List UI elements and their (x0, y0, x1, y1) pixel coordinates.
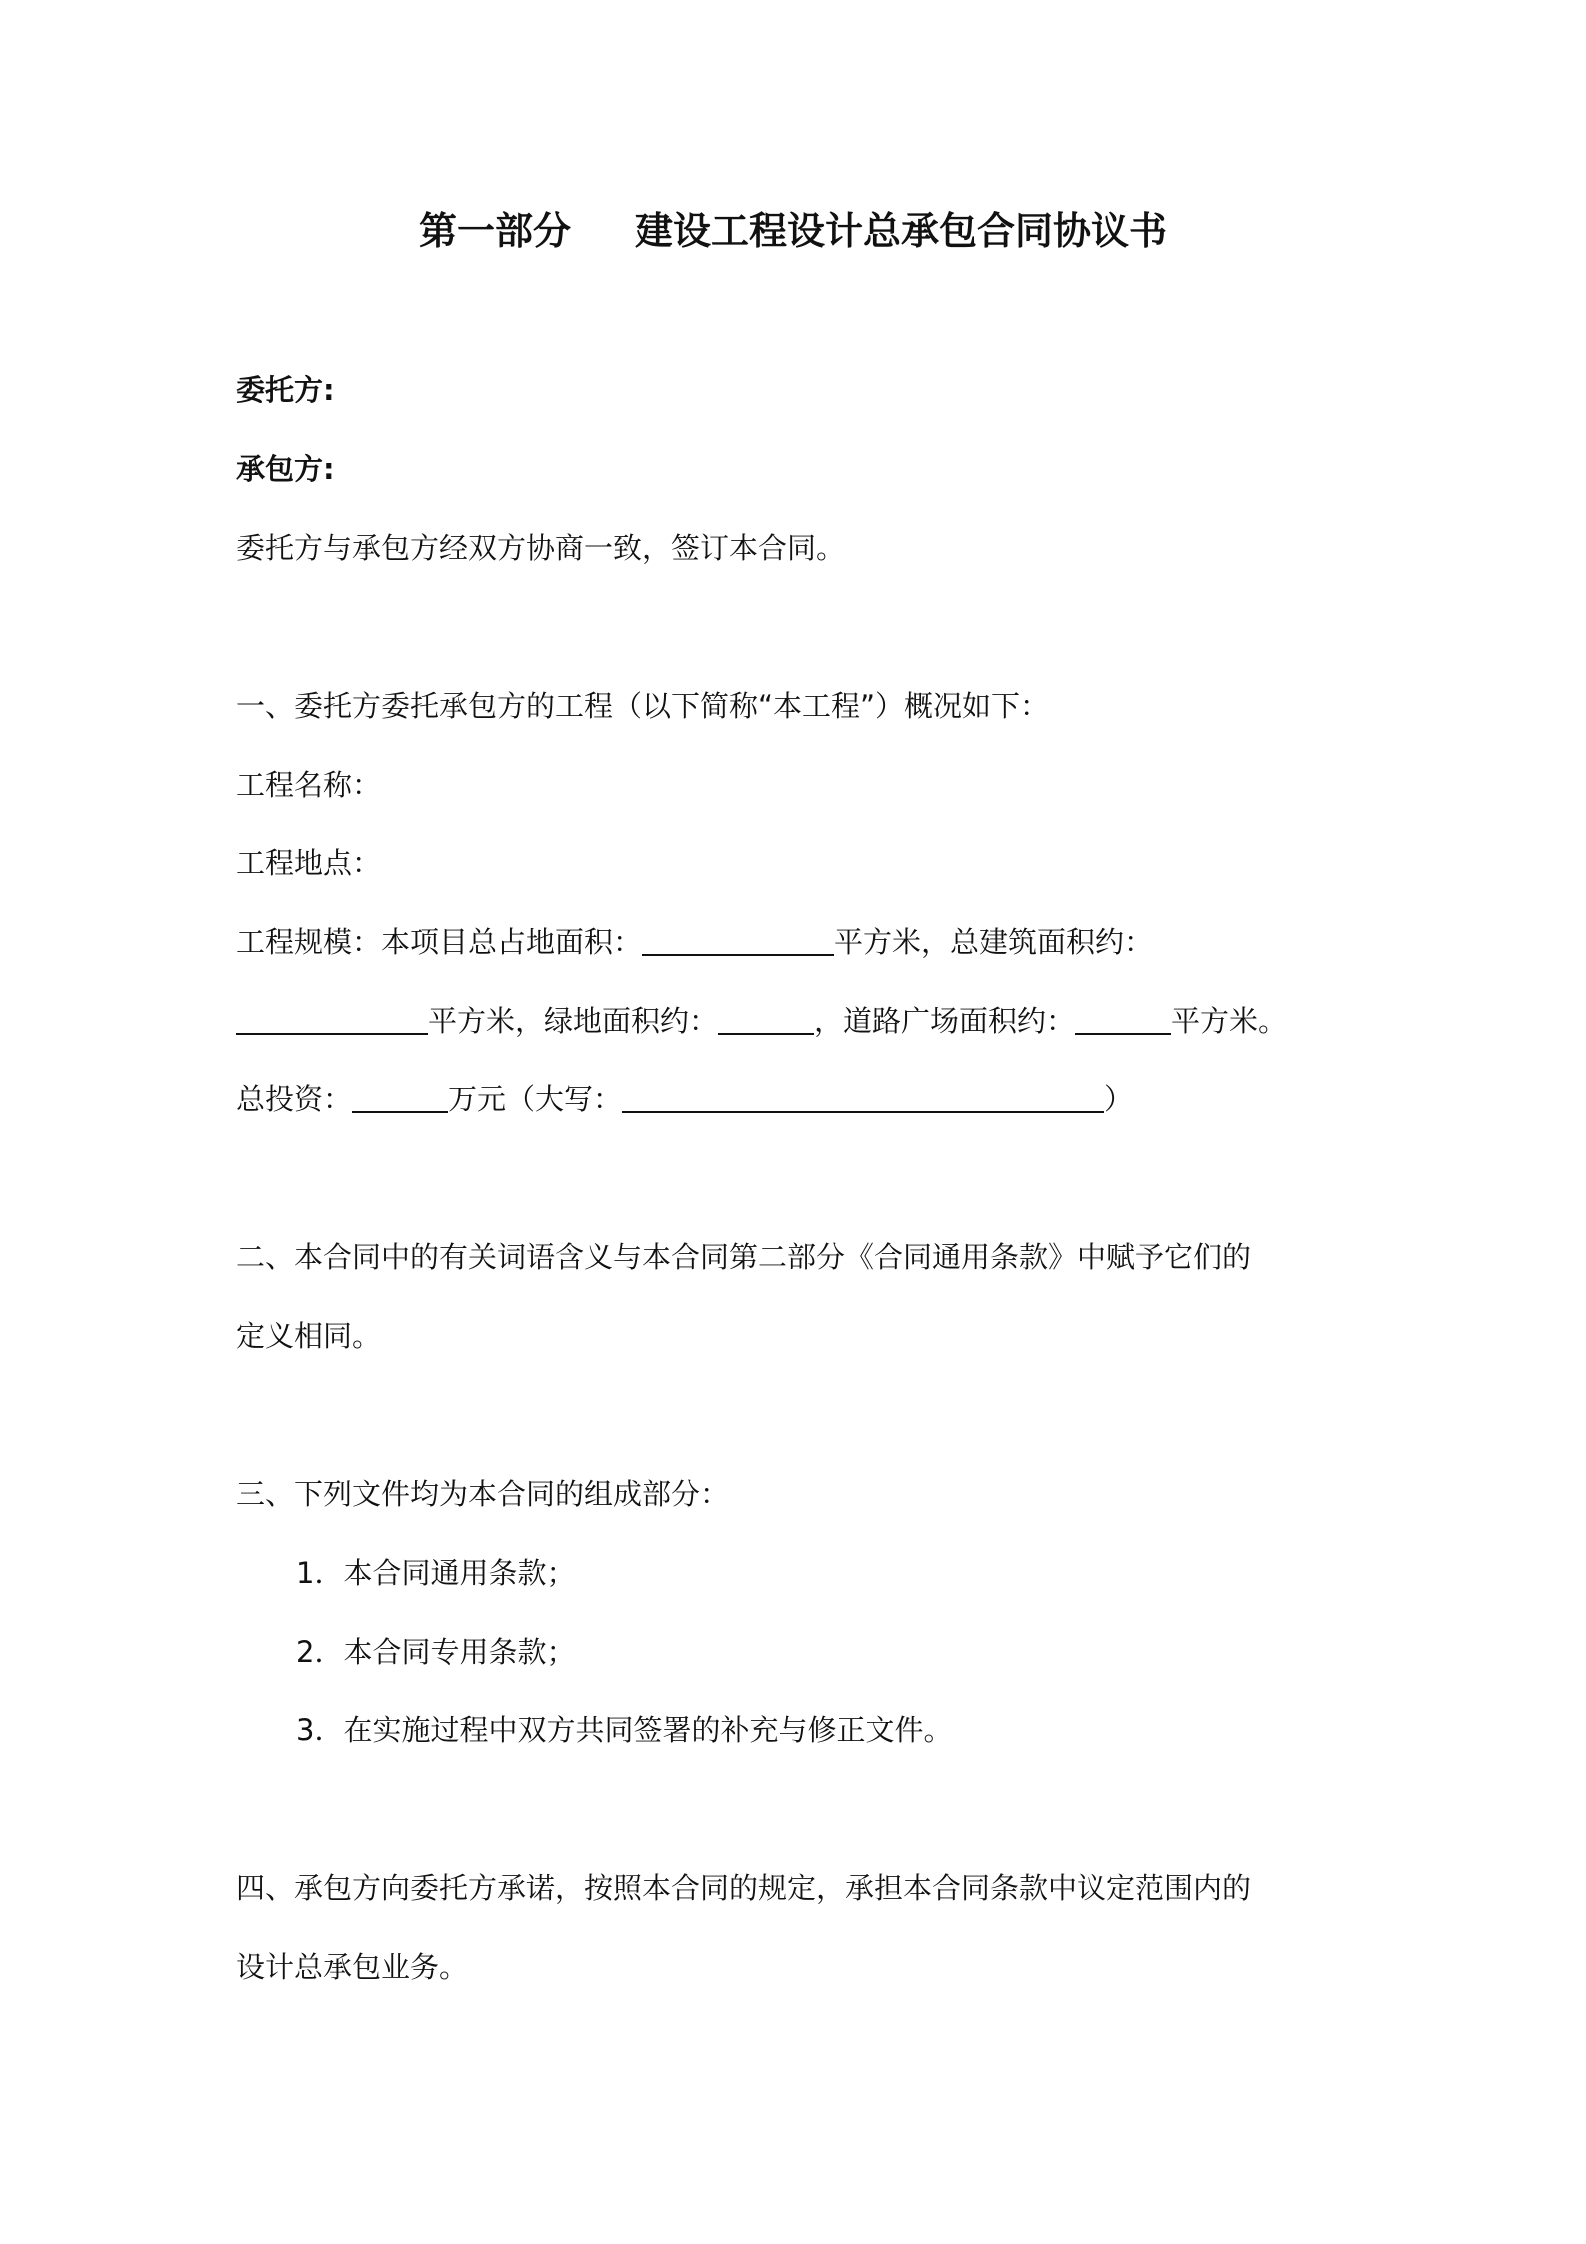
contractor-label: 承包方: (236, 452, 335, 486)
scale-text-a: 工程规模：本项目总占地面积： (236, 925, 643, 959)
intro-text: 委托方与承包方经双方协商一致，签订本合同。 (236, 531, 846, 565)
section1-heading: 一、委托方委托承包方的工程（以下简称“本工程”）概况如下： (236, 689, 1050, 723)
section2-line-1: 二、本合同中的有关词语含义与本合同第二部分《合同通用条款》中赋予它们的 (236, 1240, 1252, 1274)
section3-heading: 三、下列文件均为本合同的组成部分： (236, 1477, 730, 1511)
investment-amount-blank[interactable] (352, 1081, 448, 1113)
section4-line-1: 四、承包方向委托方承诺，按照本合同的规定，承担本合同条款中议定范围内的 (236, 1871, 1252, 1905)
site-area-blank[interactable] (642, 924, 834, 956)
section3-item-1: 1．本合同通用条款； (296, 1556, 576, 1590)
investment-line (236, 1079, 1133, 1119)
green-area-blank[interactable] (718, 1003, 814, 1035)
project-scale-line-1 (236, 922, 1153, 962)
scale-text-e: 平方米。 (1171, 1004, 1288, 1038)
building-area-blank[interactable] (236, 1003, 428, 1035)
page-title (0, 200, 1586, 255)
section2-line-2: 定义相同。 (236, 1319, 382, 1353)
section3-item-3: 3．在实施过程中双方共同签署的补充与修正文件。 (296, 1713, 953, 1747)
road-area-blank[interactable] (1075, 1003, 1171, 1035)
title-name: 建设工程设计总承包合同协议书 (635, 209, 1168, 253)
invest-text-a: 总投资： (236, 1082, 353, 1116)
section4-line-2: 设计总承包业务。 (236, 1950, 469, 1984)
scale-text-c: 平方米，绿地面积约： (428, 1004, 719, 1038)
project-location-label: 工程地点： (236, 846, 382, 880)
title-part: 第一部分 (418, 209, 571, 253)
invest-text-b: 万元（大写： (448, 1082, 623, 1116)
client-label: 委托方: (236, 373, 335, 407)
section3-item-2: 2．本合同专用条款； (296, 1635, 576, 1669)
scale-text-d: ，道路广场面积约： (814, 1004, 1076, 1038)
invest-text-c: ） (1104, 1082, 1134, 1116)
project-name-label: 工程名称： (236, 768, 382, 802)
investment-words-blank[interactable] (622, 1081, 1104, 1113)
scale-text-b: 平方米，总建筑面积约： (834, 925, 1154, 959)
project-scale-line-2 (236, 1001, 1287, 1041)
